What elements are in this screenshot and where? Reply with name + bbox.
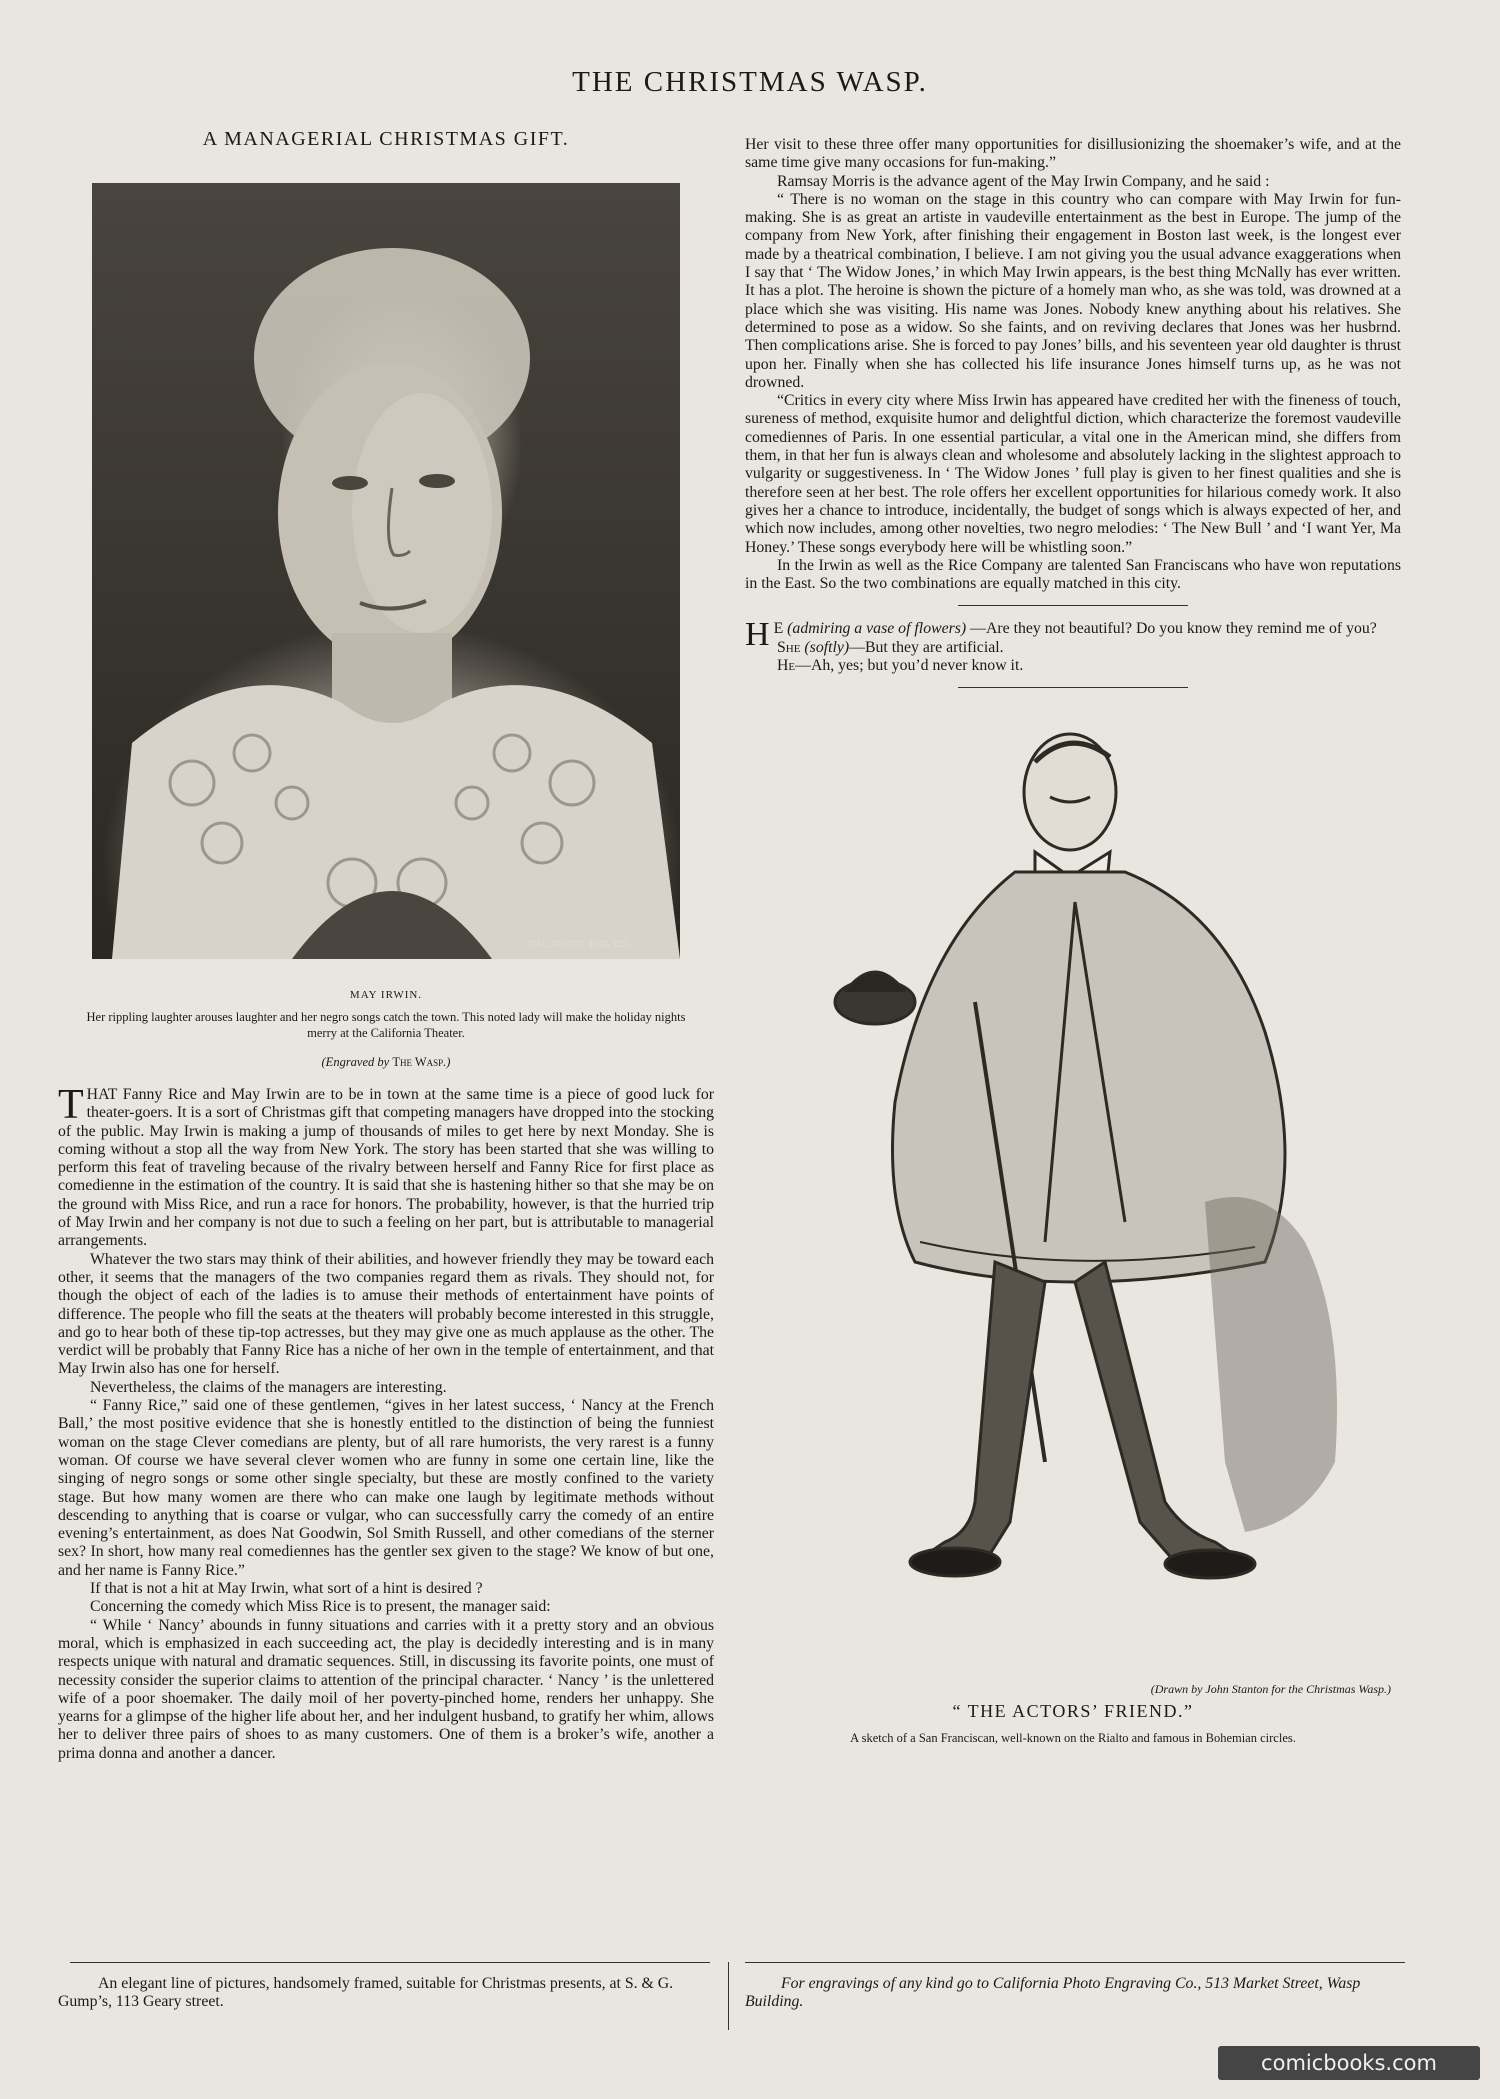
left-article-body — [58, 1082, 714, 1763]
photo-caption-name: MAY IRWIN. — [349, 989, 423, 1001]
joke-stage-direction: (admiring a vase of flowers) — [787, 620, 967, 638]
joke — [745, 616, 1401, 675]
caricature-drawing — [745, 702, 1401, 1682]
article-paragraph: Nevertheless, the claims of the managers are interesting. — [90, 1378, 447, 1396]
joke-text: —Are they not beautiful? Do you know they remind me of you? — [966, 620, 1377, 638]
engraving-advertisement — [745, 1975, 1401, 2011]
ad-text: An elegant line of pictures, handsomely framed, suitable for Christmas presents, at S. & G. Gump’s, 113 Geary street. — [58, 1975, 674, 2010]
credit-suffix: .) — [443, 1055, 451, 1069]
credit-name: The Wasp — [392, 1055, 444, 1069]
joke-dropcap: H — [745, 616, 770, 654]
article-paragraph: “ There is no woman on the stage in this country who can compare with May Irwin for fun-making. She is as great an artiste in vaudeville entertainment as the best in Europe. The jump of the company from New York, after finishing their engagement in Boston last week, is the longest ever made by a theatrical combination, I believe. I am not giving you the usual advance exaggerations when I say that ‘ The Widow Jones,’ in which May Irwin appears, is the best thing McNally has ever written. It has a plot. The heroine is shown the picture of a homely man who, as she was told, was drowned at a place which she was visiting. His name was Jones. Nobody knew anything about his relatives. She determined to pose as a widow. So she faints, and on reviving declares that Jones was her husbrnd. Then complications arise. She is forced to pay Jones’ bills, and his seventeen year old daughter is thrust upon her. Finally when she has collected his life insurance Jones himself turns up, as he was not drowned. — [745, 190, 1401, 391]
section-title: A MANAGERIAL CHRISTMAS GIFT. — [202, 128, 570, 150]
article-paragraph: If that is not a hit at May Irwin, what sort of a hint is desired ? — [90, 1580, 483, 1598]
paragraph-text: HAT Fanny Rice and May Irwin are to be in town at the same time is a piece of good luck for theater-goers. It is a sort of Christmas gift that competing managers have dropped into the stocking of the public. May Irwin is making a jump of thousands of miles to get here by next Monday. She is coming without a stop all the way from New York. The story has been started that she was willing to perform this feat of traveling because of the rivalry between herself and Fanny Rice for first place as comedienne in the estimation of the country. It is said that she is hastening hither so that she may be on the ground with Miss Rice, and run a race for honors. The probability, however, is that the hurried trip of May Irwin and her company is not due to such a feeling on her part, but is attributable to managerial arrangements. — [58, 1086, 714, 1250]
footer-rule — [70, 1962, 710, 1963]
sketch-credit: (Drawn by John Stanton for the Christmas Wasp.) — [1150, 1682, 1391, 1697]
left-column — [58, 128, 714, 1763]
article-paragraph: Concerning the comedy which Miss Rice is to present, the manager said: — [90, 1598, 551, 1616]
footer-rule — [745, 1962, 1405, 1963]
joke-line-2 — [777, 639, 1401, 657]
joke-speaker: She — [777, 638, 801, 656]
photo-signature: CAL. PHOTO. ENG. CO. — [530, 939, 630, 949]
gumps-advertisement — [58, 1975, 714, 2011]
joke-text: —Ah, yes; but you’d never know it. — [795, 657, 1024, 675]
article-paragraph: Whatever the two stars may think of their abilities, and however friendly they may be toward each other, it seems that the managers of the two companies regard them as rivals. They should not, for though the object of each of the ladies is to amuse their methods of entertainment have points of difference. The people who fill the seats at the theaters will probably become interested in this struggle, and go to hear both of these tip-top actresses, but they may give one as much applause as the other. The verdict will be probably that Fanny Rice has a niche of her own in the temple of entertainment, and that May Irwin also has one for herself. — [58, 1250, 714, 1378]
photo-caption-credit — [58, 1055, 714, 1070]
right-article-body — [745, 136, 1401, 593]
credit-prefix: (Engraved by — [321, 1055, 393, 1069]
article-paragraph: In the Irwin as well as the Rice Company are talented San Franciscans who have won reputations in the East. So the two combinations are equally matched in this city. — [745, 556, 1401, 593]
dropcap: T — [58, 1082, 84, 1128]
joke-text: —But they are artificial. — [849, 638, 1004, 656]
joke-speaker: E — [773, 620, 784, 638]
sketch-illustration — [745, 702, 1401, 1682]
article-paragraph: “Critics in every city where Miss Irwin has appeared have credited her with the fineness of touch, sureness of method, exquisite humor and delightful diction, which characterize the foremost vaudeville comediennes of Paris. In one essential particular, a vital one in the American mind, she differs from them, in that her fun is always clean and wholesome and absolutely lacking in the slightest approach to vulgarity or suggestiveness. In ‘ The Widow Jones ’ full play is given to her finest qualities and she is therefore seen at her best. The role offers her excellent opportunities for hilarious comedy work. It also gives her a chance to introduce, incidentally, the budget of songs which is always expected of her, and which now includes, among other novelties, two negro melodies: ‘ The New Bull ’ and ‘I want Yer, Ma Honey.’ These songs everybody here will be whistling soon.” — [745, 392, 1401, 556]
photo-caption-text: Her rippling laughter arouses laughter and her negro songs catch the town. This noted lady will make the holiday nights merry at the California Theater. — [86, 1010, 686, 1040]
masthead: THE CHRISTMAS WASP. — [572, 66, 928, 98]
article-paragraph: Ramsay Morris is the advance agent of the May Irwin Company, and he said : — [777, 172, 1270, 190]
joke-stage-direction: (softly) — [804, 638, 850, 656]
ad-text: For engravings of any kind go to California Photo Engraving Co., 513 Market Street, Wasp Building. — [745, 1975, 1361, 2010]
sketch-title: “ THE ACTORS’ FRIEND.” — [952, 1701, 1194, 1722]
portrait-illustration — [92, 183, 680, 959]
article-paragraph — [58, 1082, 714, 1251]
sketch-description: A sketch of a San Franciscan, well-known on the Rialto and famous in Bohemian circles. — [850, 1731, 1296, 1746]
divider — [958, 605, 1188, 606]
watermark-logo: comicbooks.com — [1218, 2046, 1480, 2080]
joke-speaker: He — [777, 657, 796, 675]
footer-column-divider — [728, 1962, 729, 2030]
article-paragraph: “ Fanny Rice,” said one of these gentlemen, “gives in her latest success, ‘ Nancy at the French Ball,’ the most positive evidence that she is honestly entitled to the distinction of being the funniest woman on the stage Clever comedians are plenty, but of all rare humorists, the very rarest is a funny woman. Of course we have several clever women who are funny in some one certain line, like the singing of negro songs or some other single specialty, but these are mostly confined to the variety stage. But how many women are there who can make one laugh by legitimate methods without descending to anything that is coarse or vulgar, who can successfully carry the comedy of an entire evening’s entertainment, as does Nat Goodwin, Sol Smith Russell, and other comedians of the sterner sex? In short, how many real comediennes has the gentler sex given to the stage? We know of but one, and her name is Fanny Rice.” — [58, 1397, 714, 1579]
portrait-photo — [92, 183, 680, 959]
article-paragraph: “ While ‘ Nancy’ abounds in funny situations and carries with it a pretty story and an obvious moral, which is emphasized in each succeeding act, the play is decidedly interesting and is in many respects unique with natural and dramatic sequences. Still, in discussing its favorite points, one must of necessity consider the superior claims to attention of the principal character. ‘ Nancy ’ is the unlettered wife of a poor shoemaker. The daily moil of her poverty-pinched home, renders her unhappy. She yearns for a glimpse of the higher life about her, and her indulgent husband, to gratify her whim, allows her to deliver three pairs of shoes to as many customers. One of them is a broker’s wife, another a prima donna and another a dancer. — [58, 1616, 714, 1762]
article-paragraph: Her visit to these three offer many opportunities for disillusionizing the shoemaker’s wife, and at the same time give many occasions for fun-making.” — [745, 136, 1401, 172]
right-column — [745, 136, 1401, 1746]
divider — [958, 687, 1188, 688]
joke-line-3 — [777, 657, 1401, 675]
